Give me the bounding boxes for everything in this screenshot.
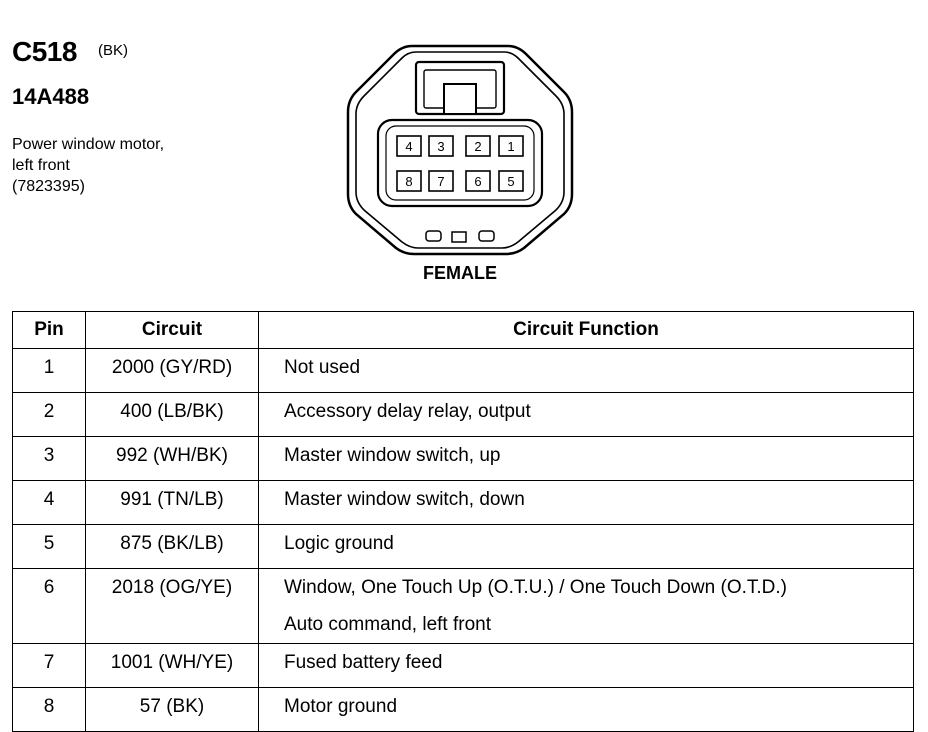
description-line: Power window motor,: [12, 136, 165, 153]
part-number: 14A488: [12, 84, 90, 109]
description-line: left front: [12, 157, 70, 174]
table-row: [13, 393, 914, 437]
table-header-row: [13, 312, 914, 349]
circuit-function: [259, 525, 914, 569]
pin-cell: [429, 136, 453, 156]
svg-text:7: 7: [437, 174, 445, 189]
function-line: Fused battery feed: [284, 652, 443, 673]
pin-cell: [397, 171, 421, 191]
pin-table: [12, 311, 914, 732]
svg-text:2: 2: [474, 139, 482, 154]
connector-id: C518: [12, 36, 77, 67]
pin-number: 2: [13, 393, 86, 437]
pin-number: 3: [13, 437, 86, 481]
svg-text:8: 8: [405, 174, 413, 189]
svg-text:4: 4: [405, 139, 413, 154]
circuit-function: [259, 569, 914, 644]
table-row: [13, 644, 914, 688]
connector-color-code: (BK): [98, 42, 128, 59]
function-line: Window, One Touch Up (O.T.U.) / One Touch Down (O.T.D.): [284, 577, 787, 598]
pin-number: 1: [13, 349, 86, 393]
key-slots: [426, 231, 494, 242]
circuit-value: 875 (BK/LB): [86, 525, 259, 569]
svg-text:1: 1: [507, 139, 515, 154]
svg-text:6: 6: [474, 174, 482, 189]
table-row: [13, 481, 914, 525]
pin-cavity-block: [378, 120, 542, 206]
circuit-value: 400 (LB/BK): [86, 393, 259, 437]
circuit-function: [259, 437, 914, 481]
circuit-value: 2000 (GY/RD): [86, 349, 259, 393]
circuit-function: [259, 644, 914, 688]
header-circuit: Circuit: [86, 312, 259, 349]
table-row: [13, 569, 914, 644]
pin-number: 7: [13, 644, 86, 688]
circuit-function: [259, 688, 914, 732]
pin-number: 8: [13, 688, 86, 732]
connector-face-diagram: [340, 40, 580, 262]
locking-latch: [416, 62, 504, 114]
table-row: [13, 349, 914, 393]
pin-cell: [397, 136, 421, 156]
function-line: Motor ground: [284, 696, 398, 717]
circuit-value: 57 (BK): [86, 688, 259, 732]
circuit-value: 991 (TN/LB): [86, 481, 259, 525]
header-pin: Pin: [13, 312, 86, 349]
function-line: Logic ground: [284, 533, 394, 554]
connector-description: [12, 134, 164, 197]
pin-number: 4: [13, 481, 86, 525]
pin-cell: [466, 136, 490, 156]
gender-label: FEMALE: [423, 263, 497, 283]
pin-cell: [499, 136, 523, 156]
circuit-value: 1001 (WH/YE): [86, 644, 259, 688]
circuit-function: [259, 393, 914, 437]
svg-text:3: 3: [437, 139, 445, 154]
pin-number: 6: [13, 569, 86, 644]
function-line: Auto command, left front: [284, 614, 491, 635]
header-circuit-function: Circuit Function: [259, 312, 914, 349]
pin-cell: [466, 171, 490, 191]
function-line: Master window switch, down: [284, 489, 525, 510]
circuit-function: [259, 481, 914, 525]
description-line: (7823395): [12, 178, 85, 195]
pin-cell: [429, 171, 453, 191]
function-line: Master window switch, up: [284, 445, 501, 466]
function-line: Not used: [284, 357, 361, 378]
pin-number: 5: [13, 525, 86, 569]
table-row: [13, 437, 914, 481]
circuit-value: 2018 (OG/YE): [86, 569, 259, 644]
pin-cell: [499, 171, 523, 191]
circuit-value: 992 (WH/BK): [86, 437, 259, 481]
svg-text:5: 5: [507, 174, 515, 189]
function-line: Accessory delay relay, output: [284, 401, 531, 422]
table-row: [13, 688, 914, 732]
circuit-function: [259, 349, 914, 393]
table-row: [13, 525, 914, 569]
